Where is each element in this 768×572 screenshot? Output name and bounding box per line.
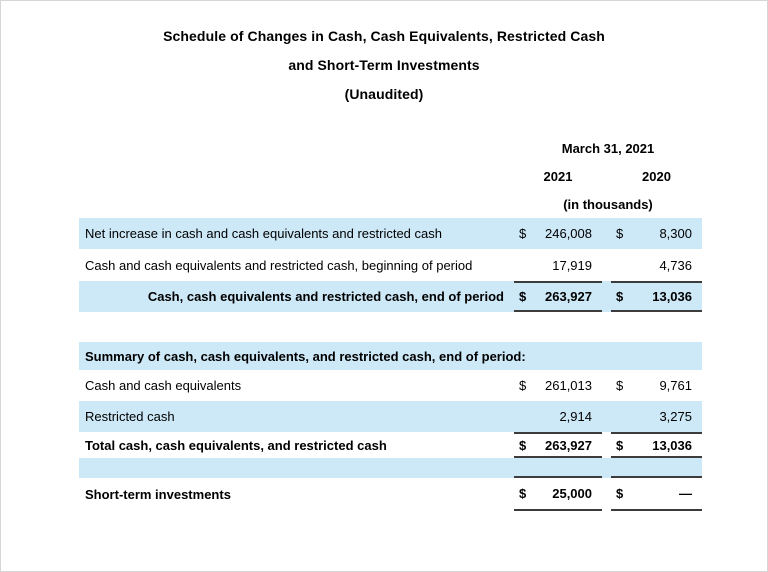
row-net-increase <box>79 218 702 249</box>
amount-2020: 9,761 <box>659 378 692 393</box>
column-gap <box>602 401 611 432</box>
currency-symbol: $ <box>616 378 624 393</box>
amount-2021-cell <box>514 401 602 432</box>
column-gap <box>602 432 611 458</box>
column-gap <box>602 458 611 478</box>
column-gap <box>602 249 611 281</box>
period-header-row <box>79 134 702 162</box>
amount-2021: 246,008 <box>545 226 592 241</box>
schedule-title-line-1: Schedule of Changes in Cash, Cash Equivalents, Restricted Cash <box>163 28 605 44</box>
spacer-row <box>79 458 702 478</box>
amount-2021-cell <box>514 218 602 249</box>
column-gap <box>602 281 611 312</box>
statement-table <box>79 134 702 511</box>
amount-2021: 2,914 <box>559 409 592 424</box>
column-gap <box>602 370 611 401</box>
amount-2020-cell <box>611 401 702 432</box>
row-beginning-of-period <box>79 249 702 281</box>
year-header-row <box>79 162 702 190</box>
amount-2020: 13,036 <box>652 289 692 304</box>
year-2020-header: 2020 <box>642 168 671 184</box>
amount-2021-cell <box>514 478 602 511</box>
currency-symbol: $ <box>616 289 624 304</box>
period-header: March 31, 2021 <box>561 140 655 156</box>
schedule-title-line-2: and Short-Term Investments <box>288 57 480 73</box>
row-label: Total cash, cash equivalents, and restricted cash <box>85 437 387 453</box>
amount-2020-cell <box>611 432 702 458</box>
amount-2020-cell <box>611 370 702 401</box>
row-label: Short-term investments <box>85 487 231 502</box>
currency-symbol: $ <box>519 486 527 501</box>
units-note-row <box>79 190 702 218</box>
currency-symbol: $ <box>616 486 624 501</box>
currency-symbol: $ <box>616 437 624 453</box>
column-gap <box>602 218 611 249</box>
row-short-term-investments <box>79 478 702 511</box>
column-gap <box>602 478 611 511</box>
currency-symbol: $ <box>519 289 527 304</box>
units-note: (in thousands) <box>563 196 653 212</box>
schedule-title-line-3: (Unaudited) <box>344 86 424 102</box>
amount-2021-cell <box>514 432 602 458</box>
row-label: Cash, cash equivalents and restricted cash, end of period <box>147 289 504 304</box>
amount-2021: 25,000 <box>552 486 592 501</box>
amount-2020-cell <box>611 478 702 511</box>
schedule-title <box>1 1 767 109</box>
summary-header-row <box>79 342 702 370</box>
spacer-2021-cell <box>514 458 602 478</box>
amount-2021: 261,013 <box>545 378 592 393</box>
amount-2021-cell <box>514 370 602 401</box>
row-cash-and-equivalents <box>79 370 702 401</box>
row-label: Cash and cash equivalents <box>85 378 242 393</box>
amount-2021-cell <box>514 249 602 281</box>
amount-2020: 8,300 <box>659 226 692 241</box>
row-restricted-cash <box>79 401 702 432</box>
amount-2020-cell <box>611 281 702 312</box>
row-label: Net increase in cash and cash equivalents and restricted cash <box>85 226 442 241</box>
spacer-label-cell <box>79 458 514 478</box>
amount-2020: 13,036 <box>652 437 692 453</box>
amount-2020: — <box>679 486 692 501</box>
amount-2020: 4,736 <box>659 257 692 273</box>
section-gap <box>79 312 702 342</box>
amount-2020-cell <box>611 218 702 249</box>
amount-2021: 263,927 <box>545 289 592 304</box>
row-label: Restricted cash <box>85 409 175 424</box>
row-total-cash <box>79 432 702 458</box>
amount-2021: 263,927 <box>545 437 592 453</box>
row-end-of-period <box>79 281 702 312</box>
summary-section-header: Summary of cash, cash equivalents, and restricted cash, end of period: <box>85 348 526 364</box>
currency-symbol: $ <box>519 437 527 453</box>
row-label: Cash and cash equivalents and restricted cash, beginning of period <box>85 257 473 273</box>
amount-2020-cell <box>611 249 702 281</box>
amount-2021-cell <box>514 281 602 312</box>
spacer-2020-cell <box>611 458 702 478</box>
currency-symbol: $ <box>616 226 624 241</box>
amount-2021: 17,919 <box>552 257 592 273</box>
year-2021-header: 2021 <box>543 168 573 184</box>
currency-symbol: $ <box>519 378 527 393</box>
currency-symbol: $ <box>519 226 527 241</box>
amount-2020: 3,275 <box>659 409 692 424</box>
